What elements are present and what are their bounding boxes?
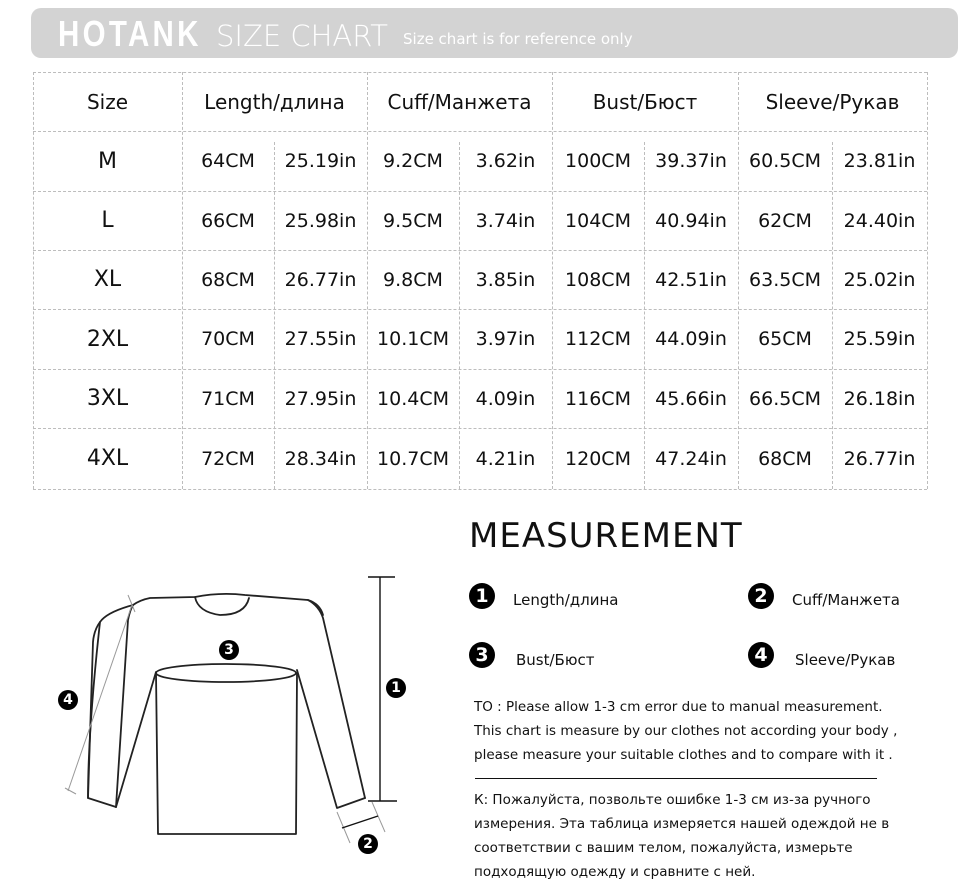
- table-cell: 72CM: [201, 447, 255, 470]
- table-cell: 10.1CM: [377, 328, 449, 350]
- legend-label-sleeve: Sleeve/Рукав: [795, 651, 896, 669]
- table-cell: 60.5CM: [749, 150, 821, 172]
- legend-label-bust: Bust/Бюст: [516, 651, 595, 669]
- table-cell: 28.34in: [284, 447, 357, 470]
- table-cell: 39.37in: [655, 150, 727, 172]
- table-cell: 26.18in: [843, 387, 916, 410]
- table-cell: 47.24in: [655, 447, 727, 470]
- table-cell: 24.40in: [843, 209, 916, 232]
- note-en-line: This chart is measure by our clothes not according your body ,: [474, 723, 898, 739]
- table-cell: 10.7CM: [377, 447, 449, 470]
- note-ru-line: подходящую одежду и сравните с ней.: [474, 864, 756, 880]
- table-header-cell: Length/длина: [204, 89, 345, 114]
- size-label: L: [101, 208, 114, 233]
- banner-subtitle: Size chart is for reference only: [403, 30, 633, 48]
- table-cell: 27.55in: [284, 328, 357, 350]
- table-cell: 44.09in: [655, 328, 727, 350]
- table-cell: 4.09in: [475, 387, 536, 410]
- table-cell: 62CM: [758, 209, 812, 232]
- size-label: M: [98, 148, 117, 174]
- table-cell: 64CM: [201, 150, 255, 172]
- legend-badge-4-icon: 4: [748, 642, 774, 668]
- size-label: 4XL: [86, 446, 129, 471]
- table-cell: 116CM: [565, 387, 631, 410]
- table-cell: 63.5CM: [749, 268, 821, 291]
- note-russian: [474, 788, 914, 884]
- brand-logo: HOTANK: [58, 13, 202, 54]
- table-cell: 10.4CM: [377, 387, 449, 410]
- table-cell: 112CM: [565, 328, 631, 350]
- table-cell: 27.95in: [284, 387, 357, 410]
- table-cell: 9.2CM: [383, 150, 443, 172]
- table-cell: 71CM: [201, 387, 255, 410]
- note-divider: [475, 778, 877, 779]
- badge-1-icon: 1: [386, 678, 406, 698]
- table-cell: 3.85in: [475, 268, 536, 291]
- badge-4-icon: 4: [58, 690, 78, 710]
- grid-line-horizontal: [33, 489, 927, 490]
- table-cell: 66CM: [201, 209, 255, 232]
- note-en-line: TO : Please allow 1-3 cm error due to manual measurement.: [474, 699, 883, 715]
- size-table: [33, 72, 927, 489]
- legend-label-length: Length/длина: [513, 591, 619, 609]
- table-cell: 42.51in: [655, 268, 727, 291]
- legend-badge-2-icon: 2: [748, 583, 774, 609]
- shirt-diagram: [40, 560, 420, 880]
- size-label: XL: [93, 267, 122, 292]
- measurement-title: MEASUREMENT: [469, 516, 743, 556]
- badge-3-icon: 3: [219, 640, 239, 660]
- table-cell: 66.5CM: [749, 387, 821, 410]
- badge-2-icon: 2: [358, 834, 378, 854]
- note-ru-line: соответствии с вашим телом, пожалуйста, измерьте: [474, 840, 853, 856]
- table-cell: 104CM: [565, 209, 631, 232]
- table-cell: 9.5CM: [383, 209, 443, 232]
- note-ru-line: измерения. Эта таблица измеряется нашей одеждой не в: [474, 816, 890, 832]
- banner-title: SIZE CHART: [216, 19, 389, 53]
- table-cell: 3.74in: [475, 209, 536, 232]
- table-cell: 23.81in: [843, 150, 916, 172]
- table-cell: 3.62in: [475, 150, 536, 172]
- table-cell: 25.59in: [843, 328, 916, 350]
- table-cell: 100CM: [565, 150, 631, 172]
- table-cell: 26.77in: [284, 268, 357, 291]
- table-cell: 25.02in: [843, 268, 916, 291]
- table-cell: 65CM: [758, 328, 812, 350]
- table-cell: 68CM: [201, 268, 255, 291]
- legend-badge-3-icon: 3: [469, 642, 495, 668]
- size-label: 3XL: [86, 386, 129, 411]
- header-banner: [31, 8, 958, 58]
- table-cell: 25.98in: [284, 209, 357, 232]
- table-cell: 3.97in: [475, 328, 536, 350]
- table-header-cell: Sleeve/Рукав: [765, 89, 900, 114]
- table-cell: 120CM: [565, 447, 631, 470]
- table-cell: 108CM: [565, 268, 631, 291]
- note-ru-line: К: Пожалуйста, позвольте ошибке 1-3 см из-за ручного: [474, 792, 871, 808]
- table-cell: 26.77in: [843, 447, 916, 470]
- grid-line-vertical: [927, 72, 928, 489]
- note-en-line: please measure your suitable clothes and to compare with it .: [474, 747, 893, 763]
- size-label: 2XL: [86, 326, 129, 352]
- table-cell: 25.19in: [284, 150, 357, 172]
- table-cell: 4.21in: [475, 447, 536, 470]
- table-header-cell: Size: [86, 89, 129, 114]
- legend-badge-1-icon: 1: [469, 583, 495, 609]
- shirt-outline-icon: [40, 560, 420, 880]
- table-cell: 9.8CM: [383, 268, 443, 291]
- legend-label-cuff: Cuff/Манжета: [792, 591, 900, 609]
- table-cell: 70CM: [201, 328, 255, 350]
- table-header-cell: Bust/Бюст: [592, 89, 698, 114]
- table-cell: 40.94in: [655, 209, 727, 232]
- table-header-cell: Cuff/Манжета: [387, 89, 532, 114]
- table-cell: 68CM: [758, 447, 812, 470]
- note-english: [474, 695, 914, 767]
- table-cell: 45.66in: [655, 387, 727, 410]
